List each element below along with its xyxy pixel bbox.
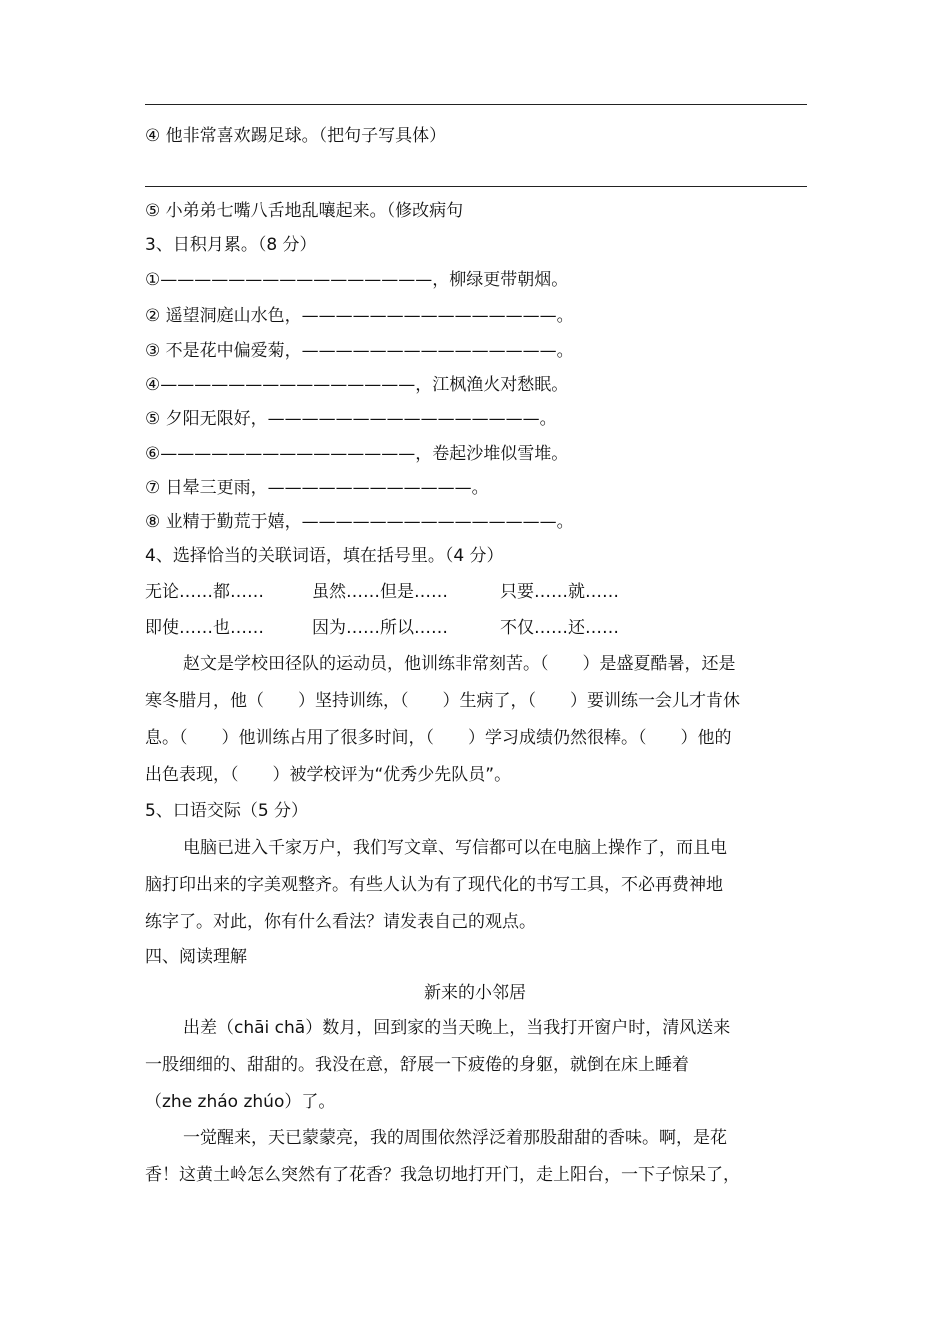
item-4-text: ④ 他非常喜欢踢足球。（把句子写具体） [145,126,447,146]
story-line: 香！这黄土岭怎么突然有了花香？我急切地打开门，走上阳台，一下子惊呆了， [145,1165,740,1185]
conjunction-row-2 [145,616,810,640]
poem-line: ①————————————————，柳绿更带朝烟。 [145,270,569,290]
q4-paragraph-line: 寒冬腊月，他（ ）坚持训练，（ ）生病了，（ ）要训练一会儿才肯休 [145,691,740,711]
item-5-text: ⑤ 小弟弟七嘴八舌地乱嚷起来。（修改病句 [145,201,464,221]
story-line: 一觉醒来，天已蒙蒙亮，我的周围依然浮泛着那股甜甜的香味。啊，是花 [183,1128,727,1148]
q4-paragraph-line: 出色表现，（ ）被学校评为“优秀少先队员”。 [145,765,512,785]
answer-line[interactable] [145,186,807,187]
q4-paragraph-line: 赵文是学校田径队的运动员，他训练非常刻苦。（ ）是盛夏酷暑，还是 [183,654,736,674]
conjunction-option: 无论……都…… [145,582,264,602]
conjunction-row-1 [145,580,810,604]
poem-line: ③ 不是花中偏爱菊，———————————————。 [145,341,574,361]
q5-heading: 5、口语交际（5 分） [145,801,309,821]
section-4-heading: 四、阅读理解 [145,947,247,967]
poem-line: ⑤ 夕阳无限好，————————————————。 [145,409,557,429]
story-line: 出差（chāi chā）数月，回到家的当天晚上，当我打开窗户时，清风送来 [183,1018,731,1038]
conjunction-option: 不仅……还…… [500,618,619,638]
conjunction-option: 只要……就…… [500,582,619,602]
q4-paragraph-line: 息。（ ）他训练占用了很多时间，（ ）学习成绩仍然很棒。（ ）他的 [145,728,732,748]
story-line: （zhe zháo zhúo）了。 [145,1092,336,1112]
q5-paragraph-line: 电脑已进入千家万户，我们写文章、写信都可以在电脑上操作了，而且电 [183,838,727,858]
story-title: 新来的小邻居 [424,983,526,1003]
conjunction-option: 即使……也…… [145,618,264,638]
poem-line: ④———————————————，江枫渔火对愁眠。 [145,375,569,395]
story-line: 一股细细的、甜甜的。我没在意，舒展一下疲倦的身躯，就倒在床上睡着 [145,1055,689,1075]
poem-line: ② 遥望洞庭山水色，———————————————。 [145,306,574,326]
poem-line: ⑥———————————————，卷起沙堆似雪堆。 [145,444,569,464]
q4-heading: 4、选择恰当的关联词语，填在括号里。（4 分） [145,546,504,566]
conjunction-option: 因为……所以…… [312,618,448,638]
poem-line: ⑧ 业精于勤荒于嬉，———————————————。 [145,512,574,532]
answer-line[interactable] [145,104,807,105]
poem-line: ⑦ 日晕三更雨，————————————。 [145,478,489,498]
q5-paragraph-line: 练字了。对此，你有什么看法？请发表自己的观点。 [145,912,536,932]
conjunction-option: 虽然……但是…… [312,582,448,602]
q5-paragraph-line: 脑打印出来的字美观整齐。有些人认为有了现代化的书写工具，不必再费神地 [145,875,723,895]
q3-heading: 3、日积月累。（8 分） [145,235,317,255]
